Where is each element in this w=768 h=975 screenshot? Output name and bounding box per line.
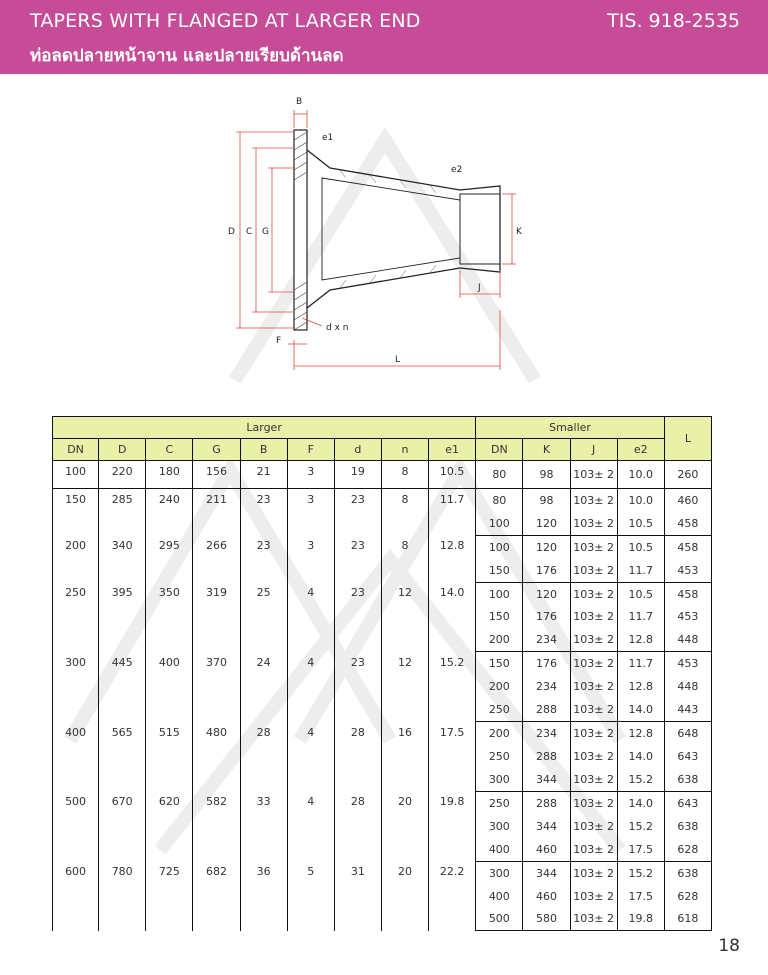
smaller-cell: 648 (664, 722, 711, 745)
taper-drawing (0, 90, 768, 390)
spec-table-body (53, 461, 712, 931)
larger-cell: 211 (193, 488, 240, 535)
smaller-cell: 344 (523, 861, 570, 884)
smaller-cell: 150 (476, 606, 523, 629)
smaller-cell: 103± 2 (570, 745, 617, 768)
smaller-cell: 618 (664, 908, 711, 931)
smaller-cell: 11.7 (617, 606, 664, 629)
smaller-cell: 300 (476, 815, 523, 838)
smaller-cell: 250 (476, 698, 523, 721)
smaller-cell: 103± 2 (570, 559, 617, 582)
smaller-cell: 103± 2 (570, 722, 617, 745)
smaller-cell: 453 (664, 559, 711, 582)
table-row (53, 535, 712, 558)
smaller-cell: 100 (476, 582, 523, 605)
smaller-cell: 638 (664, 768, 711, 791)
col-header-larger: B (240, 439, 287, 461)
smaller-cell: 103± 2 (570, 885, 617, 908)
larger-cell: 11.7 (429, 488, 476, 535)
larger-cell: 395 (99, 582, 146, 652)
smaller-cell: 458 (664, 535, 711, 558)
smaller-cell: 12.8 (617, 675, 664, 698)
larger-cell: 400 (146, 652, 193, 722)
table-row (53, 461, 712, 489)
larger-cell: 200 (53, 535, 99, 582)
larger-cell: 725 (146, 861, 193, 931)
smaller-cell: 300 (476, 768, 523, 791)
smaller-cell: 103± 2 (570, 628, 617, 651)
smaller-cell: 103± 2 (570, 652, 617, 675)
smaller-cell: 103± 2 (570, 791, 617, 814)
larger-cell: 240 (146, 488, 193, 535)
larger-cell: 4 (287, 722, 334, 792)
smaller-cell: 638 (664, 861, 711, 884)
col-header-smaller: K (523, 439, 570, 461)
larger-cell: 582 (193, 791, 240, 861)
smaller-cell: 150 (476, 559, 523, 582)
smaller-cell: 100 (476, 535, 523, 558)
smaller-cell: 98 (523, 488, 570, 511)
larger-cell: 370 (193, 652, 240, 722)
smaller-cell: 120 (523, 535, 570, 558)
smaller-cell: 150 (476, 652, 523, 675)
smaller-cell: 12.8 (617, 722, 664, 745)
larger-cell: 33 (240, 791, 287, 861)
larger-cell: 3 (287, 461, 334, 489)
smaller-cell: 10.5 (617, 512, 664, 535)
larger-cell: 285 (99, 488, 146, 535)
smaller-cell: 14.0 (617, 745, 664, 768)
header-L: L (664, 417, 711, 461)
smaller-cell: 103± 2 (570, 675, 617, 698)
larger-cell: 300 (53, 652, 99, 722)
larger-cell: 28 (334, 722, 381, 792)
larger-cell: 400 (53, 722, 99, 792)
larger-cell: 8 (381, 488, 428, 535)
larger-cell: 12 (381, 652, 428, 722)
col-header-smaller: J (570, 439, 617, 461)
smaller-cell: 103± 2 (570, 768, 617, 791)
larger-cell: 100 (53, 461, 99, 489)
col-header-larger: F (287, 439, 334, 461)
larger-cell: 295 (146, 535, 193, 582)
smaller-cell: 120 (523, 582, 570, 605)
dim-label-F: F (276, 336, 282, 346)
smaller-cell: 260 (664, 461, 711, 489)
larger-cell: 10.5 (429, 461, 476, 489)
larger-cell: 620 (146, 791, 193, 861)
dim-label-G: G (262, 227, 269, 237)
dim-label-L: L (395, 355, 401, 365)
smaller-cell: 628 (664, 885, 711, 908)
dim-label-dxn: d x n (326, 323, 349, 333)
col-header-smaller: e2 (617, 439, 664, 461)
smaller-cell: 300 (476, 861, 523, 884)
table-row (53, 582, 712, 605)
larger-cell: 24 (240, 652, 287, 722)
smaller-cell: 103± 2 (570, 698, 617, 721)
smaller-cell: 103± 2 (570, 582, 617, 605)
larger-cell: 12.8 (429, 535, 476, 582)
smaller-cell: 15.2 (617, 861, 664, 884)
smaller-cell: 17.5 (617, 885, 664, 908)
smaller-cell: 288 (523, 745, 570, 768)
col-header-larger: G (193, 439, 240, 461)
table-row (53, 488, 712, 511)
smaller-cell: 250 (476, 745, 523, 768)
smaller-cell: 103± 2 (570, 461, 617, 489)
larger-cell: 266 (193, 535, 240, 582)
smaller-cell: 120 (523, 512, 570, 535)
smaller-cell: 288 (523, 698, 570, 721)
col-header-larger: C (146, 439, 193, 461)
larger-cell: 780 (99, 861, 146, 931)
table-row (53, 652, 712, 675)
smaller-cell: 103± 2 (570, 488, 617, 511)
table-row (53, 861, 712, 884)
larger-cell: 600 (53, 861, 99, 931)
smaller-cell: 638 (664, 815, 711, 838)
larger-cell: 23 (240, 488, 287, 535)
larger-cell: 8 (381, 535, 428, 582)
taper-inner (322, 178, 460, 280)
taper-hatch (340, 170, 436, 288)
larger-cell: 5 (287, 861, 334, 931)
smaller-cell: 453 (664, 652, 711, 675)
larger-cell: 14.0 (429, 582, 476, 652)
spec-table (52, 416, 712, 931)
smaller-cell: 453 (664, 606, 711, 629)
smaller-cell: 19.8 (617, 908, 664, 931)
larger-cell: 23 (240, 535, 287, 582)
smaller-cell: 234 (523, 628, 570, 651)
header-larger: Larger (53, 417, 476, 439)
dimension-lines (236, 110, 516, 370)
larger-cell: 19.8 (429, 791, 476, 861)
flange-shape (294, 130, 307, 330)
larger-cell: 31 (334, 861, 381, 931)
smaller-cell: 344 (523, 815, 570, 838)
col-header-larger: D (99, 439, 146, 461)
smaller-cell: 460 (664, 488, 711, 511)
smaller-cell: 100 (476, 512, 523, 535)
larger-cell: 20 (381, 791, 428, 861)
taper-outline (307, 150, 500, 308)
standard-number: TIS. 918-2535 (607, 10, 740, 32)
larger-cell: 28 (240, 722, 287, 792)
table-row (53, 722, 712, 745)
page-number: 18 (718, 936, 740, 956)
larger-cell: 3 (287, 535, 334, 582)
spigot-end (460, 194, 500, 264)
column-header-row (53, 439, 712, 461)
smaller-cell: 10.5 (617, 535, 664, 558)
smaller-cell: 448 (664, 628, 711, 651)
smaller-cell: 103± 2 (570, 861, 617, 884)
smaller-cell: 12.8 (617, 628, 664, 651)
smaller-cell: 176 (523, 559, 570, 582)
larger-cell: 25 (240, 582, 287, 652)
smaller-cell: 250 (476, 791, 523, 814)
smaller-cell: 10.0 (617, 461, 664, 489)
smaller-cell: 460 (523, 885, 570, 908)
smaller-cell: 448 (664, 675, 711, 698)
smaller-cell: 234 (523, 675, 570, 698)
smaller-cell: 200 (476, 722, 523, 745)
larger-cell: 17.5 (429, 722, 476, 792)
larger-cell: 156 (193, 461, 240, 489)
smaller-cell: 10.0 (617, 488, 664, 511)
smaller-cell: 344 (523, 768, 570, 791)
larger-cell: 319 (193, 582, 240, 652)
larger-cell: 16 (381, 722, 428, 792)
smaller-cell: 15.2 (617, 815, 664, 838)
larger-cell: 36 (240, 861, 287, 931)
smaller-cell: 643 (664, 791, 711, 814)
larger-cell: 220 (99, 461, 146, 489)
larger-cell: 565 (99, 722, 146, 792)
larger-cell: 250 (53, 582, 99, 652)
larger-cell: 23 (334, 582, 381, 652)
larger-cell: 20 (381, 861, 428, 931)
smaller-cell: 200 (476, 628, 523, 651)
smaller-cell: 103± 2 (570, 606, 617, 629)
larger-cell: 3 (287, 488, 334, 535)
smaller-cell: 458 (664, 512, 711, 535)
smaller-cell: 288 (523, 791, 570, 814)
dim-label-J: J (478, 283, 481, 293)
smaller-cell: 234 (523, 722, 570, 745)
larger-cell: 150 (53, 488, 99, 535)
table-row (53, 791, 712, 814)
larger-cell: 445 (99, 652, 146, 722)
smaller-cell: 580 (523, 908, 570, 931)
smaller-cell: 80 (476, 461, 523, 489)
smaller-cell: 98 (523, 461, 570, 489)
smaller-cell: 103± 2 (570, 535, 617, 558)
col-header-smaller: DN (476, 439, 523, 461)
larger-cell: 23 (334, 652, 381, 722)
smaller-cell: 11.7 (617, 559, 664, 582)
smaller-cell: 643 (664, 745, 711, 768)
page-title: TAPERS WITH FLANGED AT LARGER END (30, 10, 421, 32)
smaller-cell: 10.5 (617, 582, 664, 605)
larger-cell: 480 (193, 722, 240, 792)
page-subtitle: ท่อลดปลายหน้าจาน และปลายเรียบด้านลด (30, 46, 344, 66)
smaller-cell: 176 (523, 652, 570, 675)
larger-cell: 23 (334, 488, 381, 535)
larger-cell: 8 (381, 461, 428, 489)
larger-cell: 12 (381, 582, 428, 652)
smaller-cell: 628 (664, 838, 711, 861)
smaller-cell: 103± 2 (570, 838, 617, 861)
smaller-cell: 14.0 (617, 791, 664, 814)
larger-cell: 682 (193, 861, 240, 931)
larger-cell: 4 (287, 791, 334, 861)
larger-cell: 350 (146, 582, 193, 652)
smaller-cell: 14.0 (617, 698, 664, 721)
smaller-cell: 500 (476, 908, 523, 931)
larger-cell: 4 (287, 582, 334, 652)
smaller-cell: 17.5 (617, 838, 664, 861)
smaller-cell: 458 (664, 582, 711, 605)
smaller-cell: 443 (664, 698, 711, 721)
col-header-larger: e1 (429, 439, 476, 461)
larger-cell: 22.2 (429, 861, 476, 931)
smaller-cell: 400 (476, 885, 523, 908)
col-header-larger: DN (53, 439, 99, 461)
col-header-larger: d (334, 439, 381, 461)
larger-cell: 21 (240, 461, 287, 489)
larger-cell: 23 (334, 535, 381, 582)
smaller-cell: 15.2 (617, 768, 664, 791)
larger-cell: 670 (99, 791, 146, 861)
smaller-cell: 11.7 (617, 652, 664, 675)
smaller-cell: 80 (476, 488, 523, 511)
col-header-larger: n (381, 439, 428, 461)
smaller-cell: 103± 2 (570, 908, 617, 931)
dim-label-B: B (296, 97, 303, 107)
dim-label-C: C (246, 227, 253, 237)
dim-label-K: K (516, 227, 522, 237)
smaller-cell: 200 (476, 675, 523, 698)
larger-cell: 19 (334, 461, 381, 489)
dim-label-e2: e2 (451, 165, 463, 175)
smaller-cell: 103± 2 (570, 815, 617, 838)
header-smaller: Smaller (476, 417, 665, 439)
dim-label-e1: e1 (322, 133, 334, 143)
larger-cell: 15.2 (429, 652, 476, 722)
smaller-cell: 103± 2 (570, 512, 617, 535)
larger-cell: 515 (146, 722, 193, 792)
larger-cell: 340 (99, 535, 146, 582)
larger-cell: 500 (53, 791, 99, 861)
smaller-cell: 176 (523, 606, 570, 629)
smaller-cell: 400 (476, 838, 523, 861)
larger-cell: 4 (287, 652, 334, 722)
dim-label-D: D (228, 227, 235, 237)
larger-cell: 180 (146, 461, 193, 489)
larger-cell: 28 (334, 791, 381, 861)
smaller-cell: 460 (523, 838, 570, 861)
